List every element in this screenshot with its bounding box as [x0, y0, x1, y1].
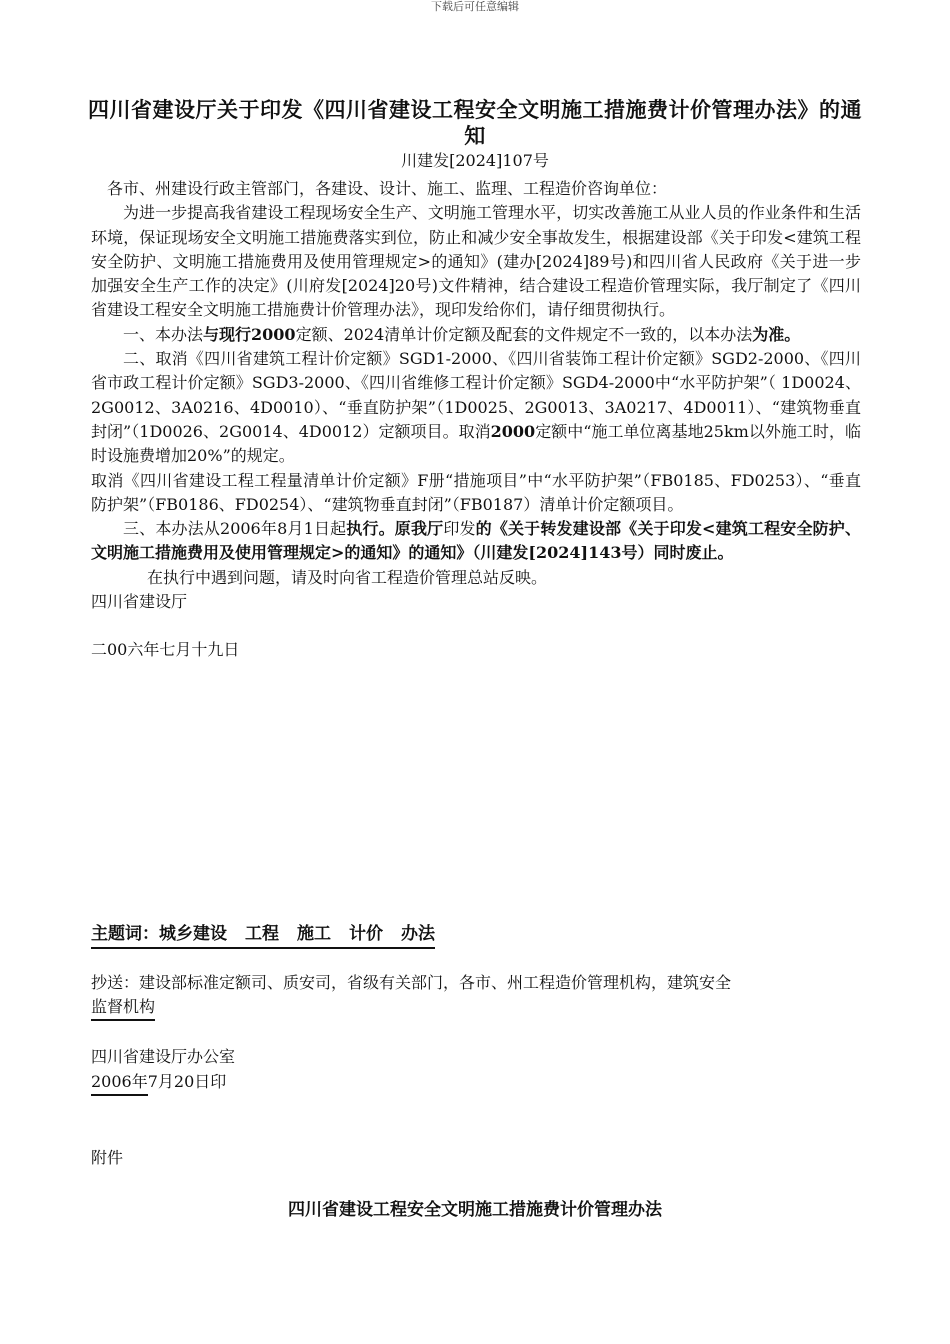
header-note: 下载后可任意编辑: [431, 0, 519, 13]
intro-paragraph: 为进一步提高我省建设工程现场安全生产、文明施工管理水平，切实改善施工从业人员的作业条件和生活环境，保证现场安全文明施工措施费落实到位，防止和减少安全事故发生，根据建设部《关于印发<建筑工程安全防护、文明施工措施费用及使用管理规定>的通知》(建办[2024]89号)和四川省人民政府《关于进一步加强安全生产工作的决定》(川府发[2024]20号)文件精神，结合建设工程造价管理实际，我厅制定了《四川省建设工程安全文明施工措施费计价管理办法》，现印发给你们，请仔细贯彻执行。: [91, 203, 861, 320]
item-1-bold-b: 为准。: [752, 324, 801, 344]
item-3-paragraph: [91, 517, 861, 566]
print-date-year: 2006年: [91, 1070, 148, 1096]
item-1-paragraph: [91, 323, 861, 347]
cc-line-2: 监督机构: [91, 995, 155, 1021]
document-title: 四川省建设厅关于印发《四川省建设工程安全文明施工措施费计价管理办法》的通知: [88, 97, 862, 148]
cc-list: [91, 971, 861, 1021]
item-2-bold-a: 2000: [490, 421, 536, 441]
document-body: [91, 177, 861, 663]
item-2-text-a: 二、取消《四川省建筑工程计价定额》SGD1-2000、《四川省装饰工程计价定额》SGD2-2000、《四川省市政工程计价定额》SGD3-2000、《四川省维修工程计价定额》SGD4-2000中“水平防护架”（ 1D0024、2G0012、3A0216、4D0010）、“垂直防护架”（1D0025、2G0013、3A0217、4D0011）、“建筑物垂直封闭”（1D0026、2G0014、4D0012）定额项目。取消: [91, 349, 861, 441]
feedback-paragraph: 在执行中遇到问题，请及时向省工程造价管理总站反映。: [147, 567, 548, 587]
item-1-text-b: 定额、2024清单计价定额及配套的文件规定不一致的，以本办法: [295, 324, 753, 344]
annex-label: 附件: [91, 1148, 124, 1167]
subject-word: 办法: [401, 924, 435, 944]
annex-title: 四川省建设工程安全文明施工措施费计价管理办法: [288, 1200, 662, 1220]
document-number: 川建发[2024]107号: [401, 151, 549, 170]
issuer: 四川省建设厅: [91, 592, 188, 612]
issuing-office: 四川省建设厅办公室: [91, 1047, 236, 1066]
item-2-text-b: 定额中“施工单位离基地25km以外施工时，临时设施费增加20%”的规定。: [91, 421, 861, 466]
item-2-continuation: 取消《四川省建设工程工程量清单计价定额》F册“措施项目”中“水平防护架”（FB0185、FD0253）、“垂直防护架”（FB0186、FD0254）、“建筑物垂直封闭”（FB0187）清单计价定额项目。: [91, 470, 861, 514]
item-2-paragraph: [91, 347, 861, 468]
subject-word: 工程: [245, 924, 279, 944]
subject-word: 计价: [349, 924, 383, 944]
item-3-bold-a: 执行。原我厅: [346, 519, 444, 539]
subject-words: [91, 922, 435, 949]
salutation: 各市、州建设行政主管部门，各建设、设计、施工、监理、工程造价咨询单位：: [107, 179, 668, 198]
item-3-text-a: 三、本办法从2006年8月1日起: [123, 519, 347, 539]
cc-line-1: 抄送：建设部标准定额司、质安司，省级有关部门，各市、州工程造价管理机构，建筑安全: [91, 973, 732, 992]
subject-word: 施工: [297, 924, 331, 944]
item-3-bold-b: 的《关于转发建设部《关于印发<建筑工程安全防护、文明施工措施费用及使用管理规定>的通知》的通知》（川建发[2024]143号）同时废止。: [91, 519, 861, 563]
print-date-rest: 7月20日印: [147, 1072, 227, 1091]
subject-word: 城乡建设: [159, 924, 227, 944]
item-1-text-a: 一、本办法: [123, 324, 204, 344]
issue-date: 二00六年七月十九日: [91, 640, 240, 660]
item-3-text-b: 印发: [443, 519, 476, 539]
subject-label: 主题词：: [91, 924, 159, 944]
item-1-bold-a: 与现行2000: [203, 324, 296, 344]
print-date: [91, 1070, 226, 1096]
